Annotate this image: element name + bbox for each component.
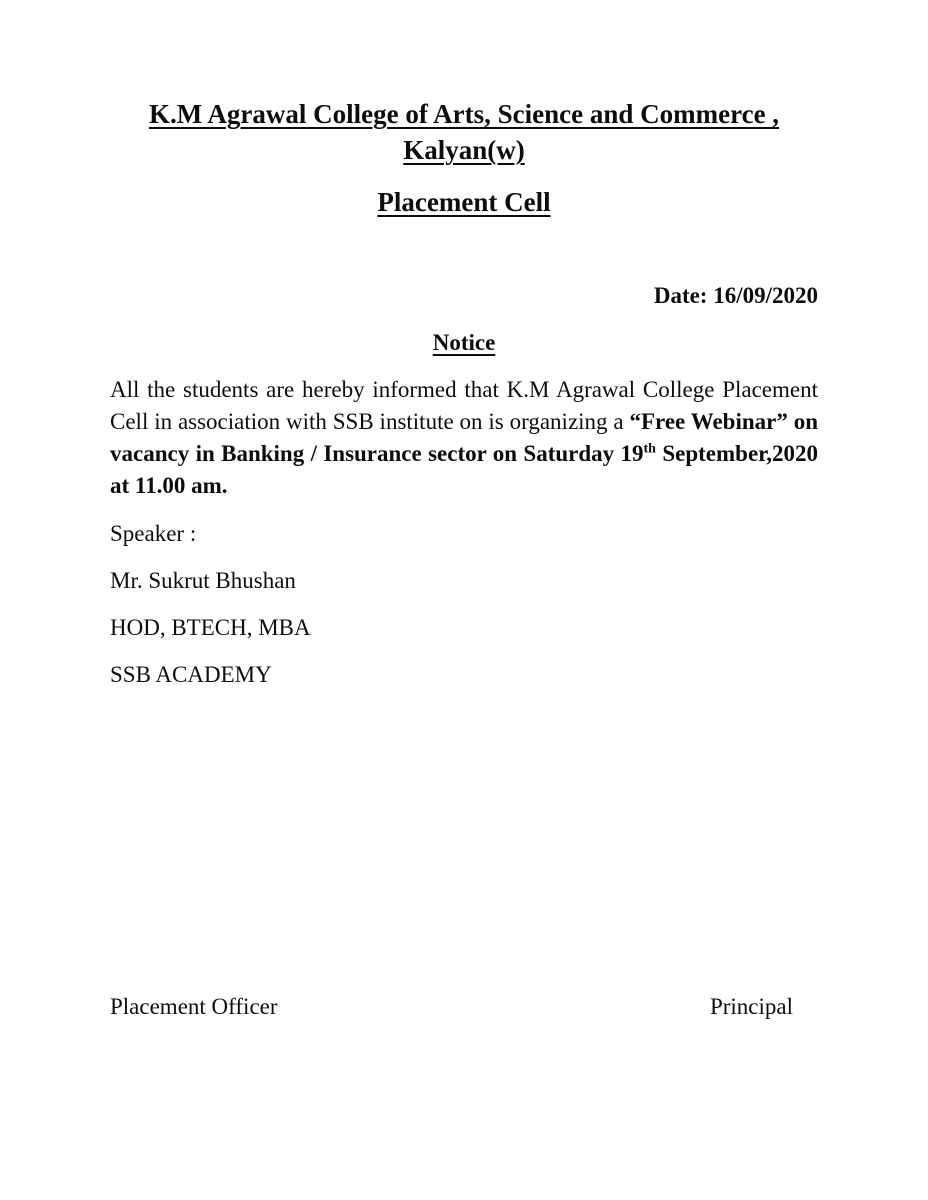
- signature-row: [110, 991, 818, 1023]
- college-title: [110, 96, 818, 168]
- signature-principal: Principal: [709, 994, 793, 1019]
- notice-heading: Notice: [432, 330, 496, 355]
- speaker-name: Mr. Sukrut Bhushan: [110, 568, 296, 593]
- speaker-organization: SSB ACADEMY: [110, 662, 272, 687]
- notice-body-bold: “Free Webinar” on vacancy in Banking / Insurance sector on Saturday 19: [110, 409, 818, 466]
- college-title-line2: Kalyan(w): [403, 135, 525, 165]
- placement-cell-subtitle: Placement Cell: [377, 187, 551, 217]
- notice-body-ordinal-suffix: th: [643, 441, 656, 457]
- college-title-line1: K.M Agrawal College of Arts, Science and Commerce ,: [148, 99, 780, 129]
- notice-body: [110, 374, 818, 502]
- speaker-designation: HOD, BTECH, MBA: [110, 615, 311, 640]
- speaker-label: Speaker :: [110, 521, 197, 546]
- date-line: Date: 16/09/2020: [653, 283, 818, 308]
- signature-placement-officer: Placement Officer: [110, 994, 278, 1019]
- notice-body-bold-continued: September,2020 at 11.00 am.: [110, 441, 818, 498]
- notice-body-regular: All the students are hereby informed that K.M Agrawal College Placement Cell in association with SSB institute on is organizing a: [110, 377, 818, 434]
